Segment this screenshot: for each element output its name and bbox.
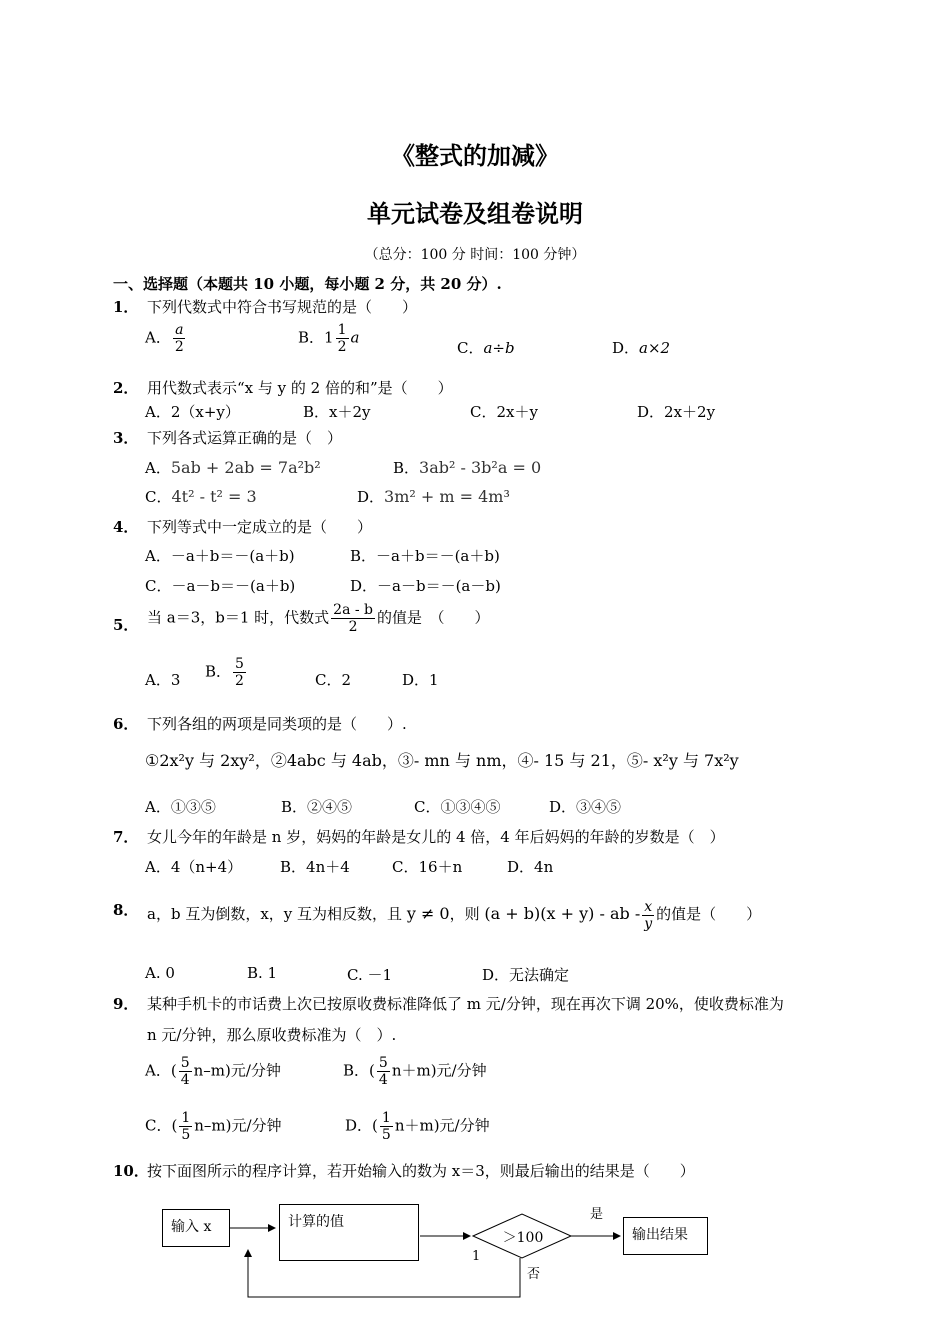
- option-d: D．2x＋2y: [637, 403, 716, 421]
- question-number: 10．: [113, 1162, 149, 1180]
- option-d: D．3m² + m = 4m³: [357, 487, 510, 506]
- question-text: 下列等式中一定成立的是（ ）: [147, 518, 373, 536]
- option-d: D．1: [402, 671, 439, 689]
- question-text: 某种手机卡的市话费上次已按原收费标准降低了 m 元/分钟，现在再次下调 20%，使收费标准为: [147, 995, 784, 1013]
- question-text: a，b 互为倒数，x，y 互为相反数，且 y ≠ 0，则 (a + b)(x + y) - ab - $\frac{x}{y}$ 的值是（ ）: [147, 898, 762, 932]
- exam-meta: （总分：100 分 时间：100 分钟）: [364, 247, 586, 263]
- fraction: $\frac{2a - b}{2}$: [333, 602, 374, 635]
- option-c: C．2x＋y: [470, 403, 538, 421]
- one-label: 1: [472, 1249, 481, 1264]
- option-b: B．x＋2y: [303, 403, 371, 421]
- page-subtitle: 单元试卷及组卷说明: [367, 200, 583, 228]
- fraction: $\frac{5}{4}$: [180, 1055, 190, 1088]
- question-text: 用代数式表示“x 与 y 的 2 倍的和”是（ ）: [147, 379, 453, 397]
- compute-box: 计算的值: [279, 1204, 419, 1261]
- question-text: 下列各式运算正确的是（ ）: [147, 429, 343, 447]
- question-text: 下列各组的两项是同类项的是（ ）.: [147, 715, 407, 733]
- output-box: 输出结果: [623, 1217, 708, 1255]
- option-a: A. 0: [145, 964, 175, 982]
- option-c: C．16＋n: [392, 858, 463, 876]
- question-number: 7．: [113, 828, 139, 846]
- option-b: B． $\frac{5}{2}$: [205, 656, 244, 689]
- fraction: $\frac{5}{2}$: [235, 656, 244, 689]
- option-b: B．3ab² - 3b²a = 0: [393, 458, 542, 477]
- option-d: D．－a－b＝－(a－b): [350, 577, 501, 595]
- option-c: C．－a－b＝－(a＋b): [145, 577, 296, 595]
- question-number: 5．: [113, 616, 139, 634]
- question-text-continued: n 元/分钟，那么原收费标准为（ ）.: [147, 1026, 397, 1044]
- option-b: B．( $\frac{5}{4}$ n＋m)元/分钟: [343, 1055, 487, 1088]
- option-c: C．2: [315, 671, 352, 689]
- option-a: A．2（x+y）: [145, 403, 240, 421]
- fraction: $\frac{x}{y}$: [644, 898, 653, 932]
- option-a: A．5ab + 2ab = 7a²b²: [145, 458, 321, 477]
- question-items: ①2x²y 与 2xy²，②4abc 与 4ab，③- mn 与 nm，④- 15 与 21，⑤- x²y 与 7x²y: [145, 751, 739, 770]
- option-a: A．3: [145, 671, 181, 689]
- option-c: C．a÷b: [457, 339, 515, 357]
- question-text: 下列代数式中符合书写规范的是（ ）: [147, 298, 418, 316]
- question-text: 女儿今年的年龄是 n 岁，妈妈的年龄是女儿的 4 倍，4 年后妈妈的年龄的岁数是（ ）: [147, 828, 725, 846]
- question-number: 6．: [113, 715, 139, 733]
- option-b: B．4n＋4: [280, 858, 350, 876]
- option-label: B．: [298, 328, 325, 347]
- option-d: D．( $\frac{1}{5}$ n＋m)元/分钟: [345, 1110, 490, 1143]
- option-b: B．1 $\frac{1}{2}$ a: [298, 322, 360, 355]
- no-label: 否: [527, 1267, 541, 1282]
- question-text: 按下面图所示的程序计算，若开始输入的数为 x＝3，则最后输出的结果是（ ）: [147, 1162, 695, 1180]
- option-label: A．: [145, 328, 171, 347]
- fraction: $\frac{a}{2}$: [174, 322, 184, 355]
- question-number: 1．: [113, 298, 139, 316]
- option-b: B. 1: [247, 964, 278, 982]
- input-box: 输入 x: [162, 1209, 230, 1247]
- option-d: D．无法确定: [482, 966, 570, 984]
- fraction: $\frac{5}{4}$: [378, 1055, 388, 1088]
- question-number: 3．: [113, 429, 139, 447]
- yes-label: 是: [590, 1207, 604, 1222]
- option-c: C．4t² - t² = 3: [145, 487, 257, 506]
- option-a: A．4（n+4）: [145, 858, 243, 876]
- option-d: D．③④⑤: [549, 798, 622, 816]
- option-c: C．( $\frac{1}{5}$ n–m)元/分钟: [145, 1110, 282, 1143]
- question-number: 4．: [113, 518, 139, 536]
- fraction: $\frac{1}{5}$: [381, 1110, 391, 1143]
- option-a: A．( $\frac{5}{4}$ n–m)元/分钟: [145, 1055, 281, 1088]
- question-text: 当 a＝3，b＝1 时，代数式 $\frac{2a - b}{2}$ 的值是 （ ）: [147, 602, 490, 635]
- option-b: B．②④⑤: [281, 798, 353, 816]
- fraction: $\frac{1}{5}$: [181, 1110, 191, 1143]
- option-a: A．－a＋b＝－(a＋b): [145, 547, 295, 565]
- option-c: C．①③④⑤: [414, 798, 501, 816]
- question-number: 2．: [113, 379, 139, 397]
- question-number: 8．: [113, 901, 139, 919]
- option-b: B．－a＋b＝－(a＋b): [350, 547, 500, 565]
- section-heading: 一、选择题（本题共 10 小题，每小题 2 分，共 20 分）.: [113, 275, 502, 293]
- option-a: A．①③⑤: [145, 798, 216, 816]
- fraction: $\frac{1}{2}$: [337, 322, 347, 355]
- option-d: D．a×2: [612, 339, 671, 357]
- question-number: 9．: [113, 995, 139, 1013]
- option-c: C. －1: [347, 966, 393, 984]
- decision-label: ＞100: [502, 1230, 544, 1246]
- page-title: 《整式的加减》: [391, 142, 559, 170]
- option-d: D．4n: [507, 858, 554, 876]
